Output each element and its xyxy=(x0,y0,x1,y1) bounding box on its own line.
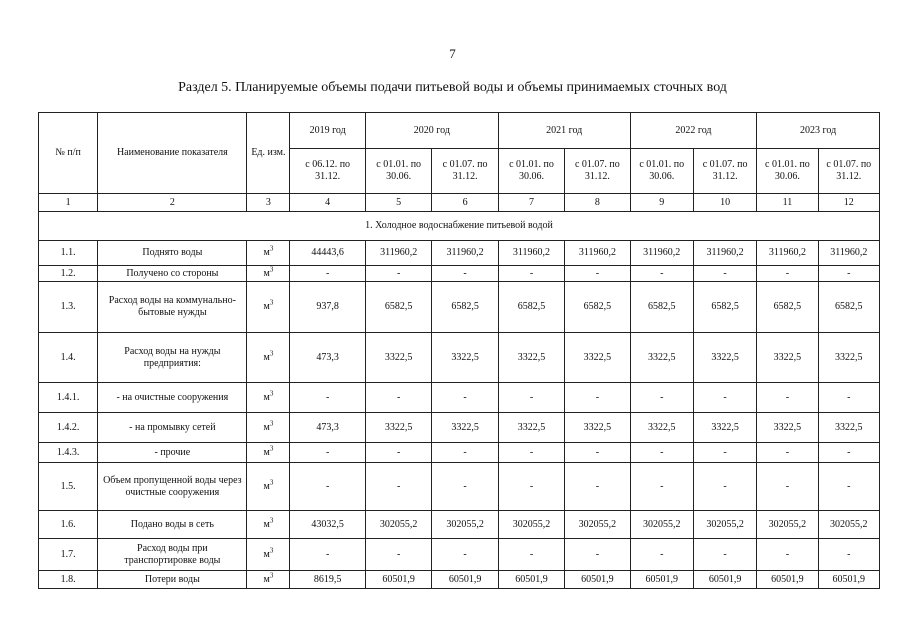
row-unit xyxy=(247,282,290,333)
unit-base: м xyxy=(263,391,270,403)
row-value: 3322,5 xyxy=(630,413,693,443)
row-code: 1.4.1. xyxy=(39,383,98,413)
row-code: 1.6. xyxy=(39,511,98,539)
header-period: с 01.01. по 30.06. xyxy=(365,149,431,194)
row-code: 1.7. xyxy=(39,539,98,571)
header-period: с 01.07. по 31.12. xyxy=(432,149,498,194)
row-value: 3322,5 xyxy=(565,413,630,443)
row-value: 6582,5 xyxy=(365,282,431,333)
row-value: - xyxy=(693,539,756,571)
row-value: - xyxy=(818,266,879,282)
row-value: 3322,5 xyxy=(757,333,818,383)
row-value: - xyxy=(757,539,818,571)
row-value: 60501,9 xyxy=(630,571,693,589)
row-unit xyxy=(247,571,290,589)
row-value: - xyxy=(290,266,366,282)
row-value: 302055,2 xyxy=(630,511,693,539)
table-row xyxy=(39,266,880,282)
table-row xyxy=(39,539,880,571)
row-value: 8619,5 xyxy=(290,571,366,589)
row-value: 311960,2 xyxy=(818,241,879,266)
header-period: с 01.01. по 30.06. xyxy=(498,149,564,194)
row-value: 302055,2 xyxy=(757,511,818,539)
row-value: 302055,2 xyxy=(818,511,879,539)
unit-exponent: 3 xyxy=(269,571,274,580)
row-value: 43032,5 xyxy=(290,511,366,539)
row-value: 3322,5 xyxy=(365,333,431,383)
row-value: 311960,2 xyxy=(630,241,693,266)
row-value: - xyxy=(290,383,366,413)
unit-exponent: 3 xyxy=(269,298,274,307)
section-title: Раздел 5. Планируемые объемы подачи питьевой воды и объемы принимаемых сточных вод xyxy=(178,80,727,95)
row-value: 3322,5 xyxy=(757,413,818,443)
row-value: - xyxy=(818,443,879,463)
row-value: 302055,2 xyxy=(432,511,498,539)
header-number: № п/п xyxy=(39,113,98,194)
row-value: 3322,5 xyxy=(498,333,564,383)
row-value: - xyxy=(498,443,564,463)
row-value: - xyxy=(498,266,564,282)
row-value: - xyxy=(693,443,756,463)
row-name: - на очистные сооружения xyxy=(98,383,247,413)
row-code: 1.4.2. xyxy=(39,413,98,443)
header-name: Наименование показателя xyxy=(98,113,247,194)
row-value: - xyxy=(365,539,431,571)
row-value: - xyxy=(565,266,630,282)
column-number: 7 xyxy=(498,194,564,212)
row-value: - xyxy=(693,463,756,511)
header-year-2023: 2023 год xyxy=(757,113,880,149)
row-value: 3322,5 xyxy=(498,413,564,443)
row-value: 311960,2 xyxy=(432,241,498,266)
unit-exponent: 3 xyxy=(269,444,274,453)
row-value: - xyxy=(693,266,756,282)
row-value: - xyxy=(630,463,693,511)
row-name: Подано воды в сеть xyxy=(98,511,247,539)
row-code: 1.3. xyxy=(39,282,98,333)
column-number: 5 xyxy=(365,194,431,212)
row-value: 311960,2 xyxy=(757,241,818,266)
row-value: - xyxy=(757,443,818,463)
row-value: 3322,5 xyxy=(630,333,693,383)
row-value: 937,8 xyxy=(290,282,366,333)
row-value: 302055,2 xyxy=(565,511,630,539)
row-value: 60501,9 xyxy=(432,571,498,589)
header-period: с 01.01. по 30.06. xyxy=(757,149,818,194)
row-value: 311960,2 xyxy=(365,241,431,266)
row-value: 302055,2 xyxy=(693,511,756,539)
row-unit xyxy=(247,443,290,463)
row-value: - xyxy=(757,383,818,413)
row-value: - xyxy=(498,539,564,571)
row-value: - xyxy=(565,463,630,511)
row-unit xyxy=(247,511,290,539)
unit-base: м xyxy=(263,267,270,279)
row-unit xyxy=(247,463,290,511)
row-value: 3322,5 xyxy=(565,333,630,383)
row-name: Расход воды на нужды предприятия: xyxy=(98,333,247,383)
header-period: с 06.12. по 31.12. xyxy=(290,149,366,194)
table-row xyxy=(39,571,880,589)
row-value: 60501,9 xyxy=(565,571,630,589)
water-supply-table xyxy=(38,112,880,589)
unit-base: м xyxy=(263,573,270,585)
table-row xyxy=(39,511,880,539)
row-value: - xyxy=(565,539,630,571)
row-value: - xyxy=(757,463,818,511)
row-value: 3322,5 xyxy=(432,333,498,383)
header-row-years xyxy=(39,113,880,149)
unit-exponent: 3 xyxy=(269,349,274,358)
row-value: - xyxy=(630,266,693,282)
unit-base: м xyxy=(263,480,270,492)
row-unit xyxy=(247,539,290,571)
row-value: - xyxy=(290,463,366,511)
column-number: 8 xyxy=(565,194,630,212)
column-number: 1 xyxy=(39,194,98,212)
unit-exponent: 3 xyxy=(269,546,274,555)
row-value: 311960,2 xyxy=(565,241,630,266)
row-value: - xyxy=(693,383,756,413)
header-period: с 01.07. по 31.12. xyxy=(693,149,756,194)
row-unit xyxy=(247,333,290,383)
row-value: 473,3 xyxy=(290,333,366,383)
table-row xyxy=(39,241,880,266)
row-value: - xyxy=(630,539,693,571)
row-name: Поднято воды xyxy=(98,241,247,266)
column-number: 3 xyxy=(247,194,290,212)
row-value: 44443,6 xyxy=(290,241,366,266)
row-value: 60501,9 xyxy=(498,571,564,589)
section-heading: 1. Холодное водоснабжение питьевой водой xyxy=(39,212,880,241)
row-value: 6582,5 xyxy=(565,282,630,333)
row-value: 6582,5 xyxy=(498,282,564,333)
row-unit xyxy=(247,266,290,282)
row-value: - xyxy=(365,443,431,463)
column-number: 6 xyxy=(432,194,498,212)
column-number: 11 xyxy=(757,194,818,212)
table-row xyxy=(39,463,880,511)
row-name: Получено со стороны xyxy=(98,266,247,282)
unit-base: м xyxy=(263,518,270,530)
table-row xyxy=(39,333,880,383)
unit-exponent: 3 xyxy=(269,389,274,398)
row-value: - xyxy=(757,266,818,282)
unit-exponent: 3 xyxy=(269,265,274,274)
row-value: 3322,5 xyxy=(818,333,879,383)
row-value: - xyxy=(365,383,431,413)
table-row xyxy=(39,443,880,463)
table-row xyxy=(39,282,880,333)
row-value: 6582,5 xyxy=(818,282,879,333)
header-period: с 01.07. по 31.12. xyxy=(565,149,630,194)
row-code: 1.8. xyxy=(39,571,98,589)
row-unit xyxy=(247,413,290,443)
row-value: - xyxy=(432,266,498,282)
row-value: 3322,5 xyxy=(432,413,498,443)
row-code: 1.1. xyxy=(39,241,98,266)
section-heading-row xyxy=(39,212,880,241)
row-value: - xyxy=(498,463,564,511)
row-value: - xyxy=(818,463,879,511)
row-value: 3322,5 xyxy=(365,413,431,443)
row-value: - xyxy=(630,443,693,463)
row-value: 6582,5 xyxy=(630,282,693,333)
row-name: Потери воды xyxy=(98,571,247,589)
row-value: 302055,2 xyxy=(365,511,431,539)
row-value: - xyxy=(290,443,366,463)
row-value: 3322,5 xyxy=(818,413,879,443)
unit-base: м xyxy=(263,301,270,312)
unit-exponent: 3 xyxy=(269,419,274,428)
row-value: 60501,9 xyxy=(693,571,756,589)
row-name: - на промывку сетей xyxy=(98,413,247,443)
row-value: 6582,5 xyxy=(693,282,756,333)
table-row xyxy=(39,413,880,443)
unit-base: м xyxy=(263,548,270,560)
row-value: 311960,2 xyxy=(498,241,564,266)
unit-base: м xyxy=(263,421,270,433)
header-year-2019: 2019 год xyxy=(290,113,366,149)
row-code: 1.2. xyxy=(39,266,98,282)
row-value: - xyxy=(498,383,564,413)
row-value: 473,3 xyxy=(290,413,366,443)
row-value: - xyxy=(565,443,630,463)
row-name: Расход воды на коммунально-бытовые нужды xyxy=(98,282,247,333)
table-body xyxy=(39,241,880,589)
row-value: 60501,9 xyxy=(818,571,879,589)
row-value: - xyxy=(365,463,431,511)
row-code: 1.5. xyxy=(39,463,98,511)
row-name: - прочие xyxy=(98,443,247,463)
row-name: Расход воды при транспортировке воды xyxy=(98,539,247,571)
row-value: 302055,2 xyxy=(498,511,564,539)
page-number: 7 xyxy=(449,46,456,61)
column-number: 10 xyxy=(693,194,756,212)
unit-base: м xyxy=(263,446,270,458)
row-value: - xyxy=(290,539,366,571)
unit-exponent: 3 xyxy=(269,516,274,525)
row-value: 60501,9 xyxy=(365,571,431,589)
header-period: с 01.01. по 30.06. xyxy=(630,149,693,194)
row-code: 1.4. xyxy=(39,333,98,383)
row-unit xyxy=(247,383,290,413)
row-value: - xyxy=(432,463,498,511)
column-number: 2 xyxy=(98,194,247,212)
column-number: 4 xyxy=(290,194,366,212)
row-value: 3322,5 xyxy=(693,333,756,383)
row-value: - xyxy=(818,383,879,413)
unit-base: м xyxy=(263,351,270,363)
unit-exponent: 3 xyxy=(269,478,274,487)
row-value: - xyxy=(432,539,498,571)
row-value: 6582,5 xyxy=(757,282,818,333)
row-value: - xyxy=(565,383,630,413)
row-unit xyxy=(247,241,290,266)
row-value: 60501,9 xyxy=(757,571,818,589)
header-year-2020: 2020 год xyxy=(365,113,498,149)
row-value: 311960,2 xyxy=(693,241,756,266)
column-numbers-row xyxy=(39,194,880,212)
row-name: Объем пропущенной воды через очистные сооружения xyxy=(98,463,247,511)
column-number: 12 xyxy=(818,194,879,212)
row-value: - xyxy=(630,383,693,413)
header-unit: Ед. изм. xyxy=(247,113,290,194)
header-period: с 01.07. по 31.12. xyxy=(818,149,879,194)
column-number: 9 xyxy=(630,194,693,212)
row-value: 6582,5 xyxy=(432,282,498,333)
unit-base: м xyxy=(263,247,270,258)
row-code: 1.4.3. xyxy=(39,443,98,463)
unit-exponent: 3 xyxy=(269,244,274,253)
header-year-2022: 2022 год xyxy=(630,113,757,149)
header-year-2021: 2021 год xyxy=(498,113,630,149)
table-row xyxy=(39,383,880,413)
row-value: - xyxy=(432,443,498,463)
row-value: - xyxy=(432,383,498,413)
row-value: - xyxy=(818,539,879,571)
row-value: - xyxy=(365,266,431,282)
row-value: 3322,5 xyxy=(693,413,756,443)
